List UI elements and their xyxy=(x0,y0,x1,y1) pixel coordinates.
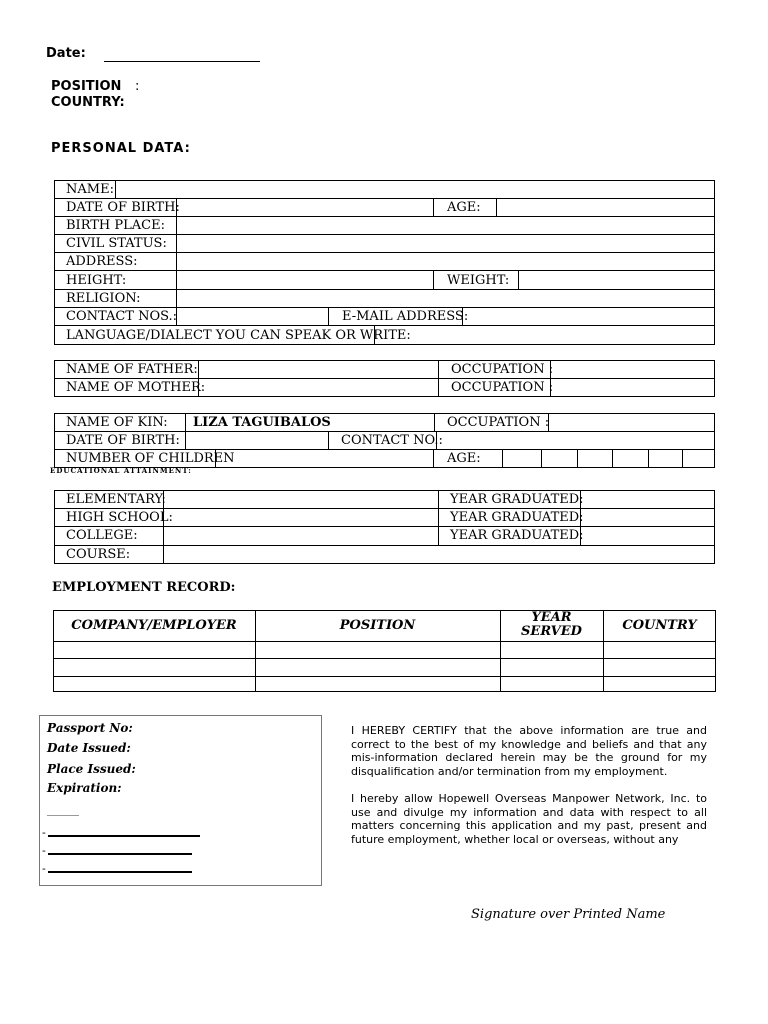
signature-line-1 xyxy=(48,835,200,837)
kin-contact-label: CONTACT NO.: xyxy=(341,433,443,448)
signature-line-2 xyxy=(48,853,192,855)
expiration-short-line xyxy=(47,815,79,816)
name-label: NAME: xyxy=(66,182,114,197)
employment-title: EMPLOYMENT RECORD: xyxy=(52,580,236,595)
dob-label: DATE OF BIRTH: xyxy=(66,200,180,215)
email-label: E-MAIL ADDRESS: xyxy=(342,309,469,324)
date-label: Date: xyxy=(46,46,86,61)
kin-occupation-label: OCCUPATION : xyxy=(447,415,550,430)
date-line[interactable] xyxy=(104,61,260,62)
col-year-header-line2: SERVED xyxy=(521,624,582,639)
signature-label: Signature over Printed Name xyxy=(471,907,666,922)
kin-dob-label: DATE OF BIRTH: xyxy=(66,433,180,448)
expiration-label: Expiration: xyxy=(47,781,122,795)
college-year-label: YEAR GRADUATED: xyxy=(450,528,584,543)
high-school-year-label: YEAR GRADUATED: xyxy=(450,510,584,525)
dash-2: - xyxy=(42,844,46,857)
weight-label: WEIGHT: xyxy=(447,273,510,288)
elementary-label: ELEMENTARY: xyxy=(66,492,166,507)
children-label: NUMBER OF CHILDREN xyxy=(66,451,235,466)
college-label: COLLEGE: xyxy=(66,528,138,543)
mother-label: NAME OF MOTHER: xyxy=(66,380,206,395)
certification-paragraph-2: I hereby allow Hopewell Overseas Manpower Network, Inc. to use and divulge my information and data with respect to all matters concerning this application and my past, present and future employment, whether local or overseas, without any xyxy=(351,792,707,846)
birth-place-label: BIRTH PLACE: xyxy=(66,218,165,233)
position-colon: : xyxy=(135,79,140,94)
elementary-year-label: YEAR GRADUATED: xyxy=(450,492,584,507)
signature-line-3 xyxy=(48,871,192,873)
dash-1: - xyxy=(42,826,46,839)
age-label: AGE: xyxy=(447,200,481,215)
place-issued-label: Place Issued: xyxy=(47,762,136,776)
passport-no-label: Passport No: xyxy=(47,721,133,735)
father-label: NAME OF FATHER: xyxy=(66,362,198,377)
civil-status-label: CIVIL STATUS: xyxy=(66,236,167,251)
dash-3: - xyxy=(42,862,46,875)
religion-label: RELIGION: xyxy=(66,291,141,306)
kin-age-label: AGE: xyxy=(447,451,481,466)
height-label: HEIGHT: xyxy=(66,273,127,288)
personal-data-title: PERSONAL DATA: xyxy=(51,141,191,156)
col-company-header: COMPANY/EMPLOYER xyxy=(71,618,237,633)
contact-label: CONTACT NOS.: xyxy=(66,309,178,324)
position-label: POSITION xyxy=(51,79,122,94)
col-country-header: COUNTRY xyxy=(622,618,697,633)
education-title: EDUCATIONAL ATTAINMENT: xyxy=(50,466,192,475)
date-issued-label: Date Issued: xyxy=(47,741,131,755)
col-year-header-line1: YEAR xyxy=(531,610,572,625)
kin-name-value: LIZA TAGUIBALOS xyxy=(193,415,331,430)
language-label: LANGUAGE/DIALECT YOU CAN SPEAK OR WRITE: xyxy=(66,328,411,343)
col-position-header: POSITION xyxy=(339,618,416,633)
mother-occupation-label: OCCUPATION : xyxy=(451,380,554,395)
country-label: COUNTRY: xyxy=(51,95,125,110)
address-label: ADDRESS: xyxy=(66,254,138,269)
certification-paragraph-1: I HEREBY CERTIFY that the above information are true and correct to the best of my knowledge and beliefs and that any mis-information declared herein may be the ground for my disqualification and/or termination from my employment. xyxy=(351,724,707,778)
father-occupation-label: OCCUPATION : xyxy=(451,362,554,377)
kin-name-label: NAME OF KIN: xyxy=(66,415,168,430)
course-label: COURSE: xyxy=(66,547,131,562)
high-school-label: HIGH SCHOOL: xyxy=(66,510,173,525)
